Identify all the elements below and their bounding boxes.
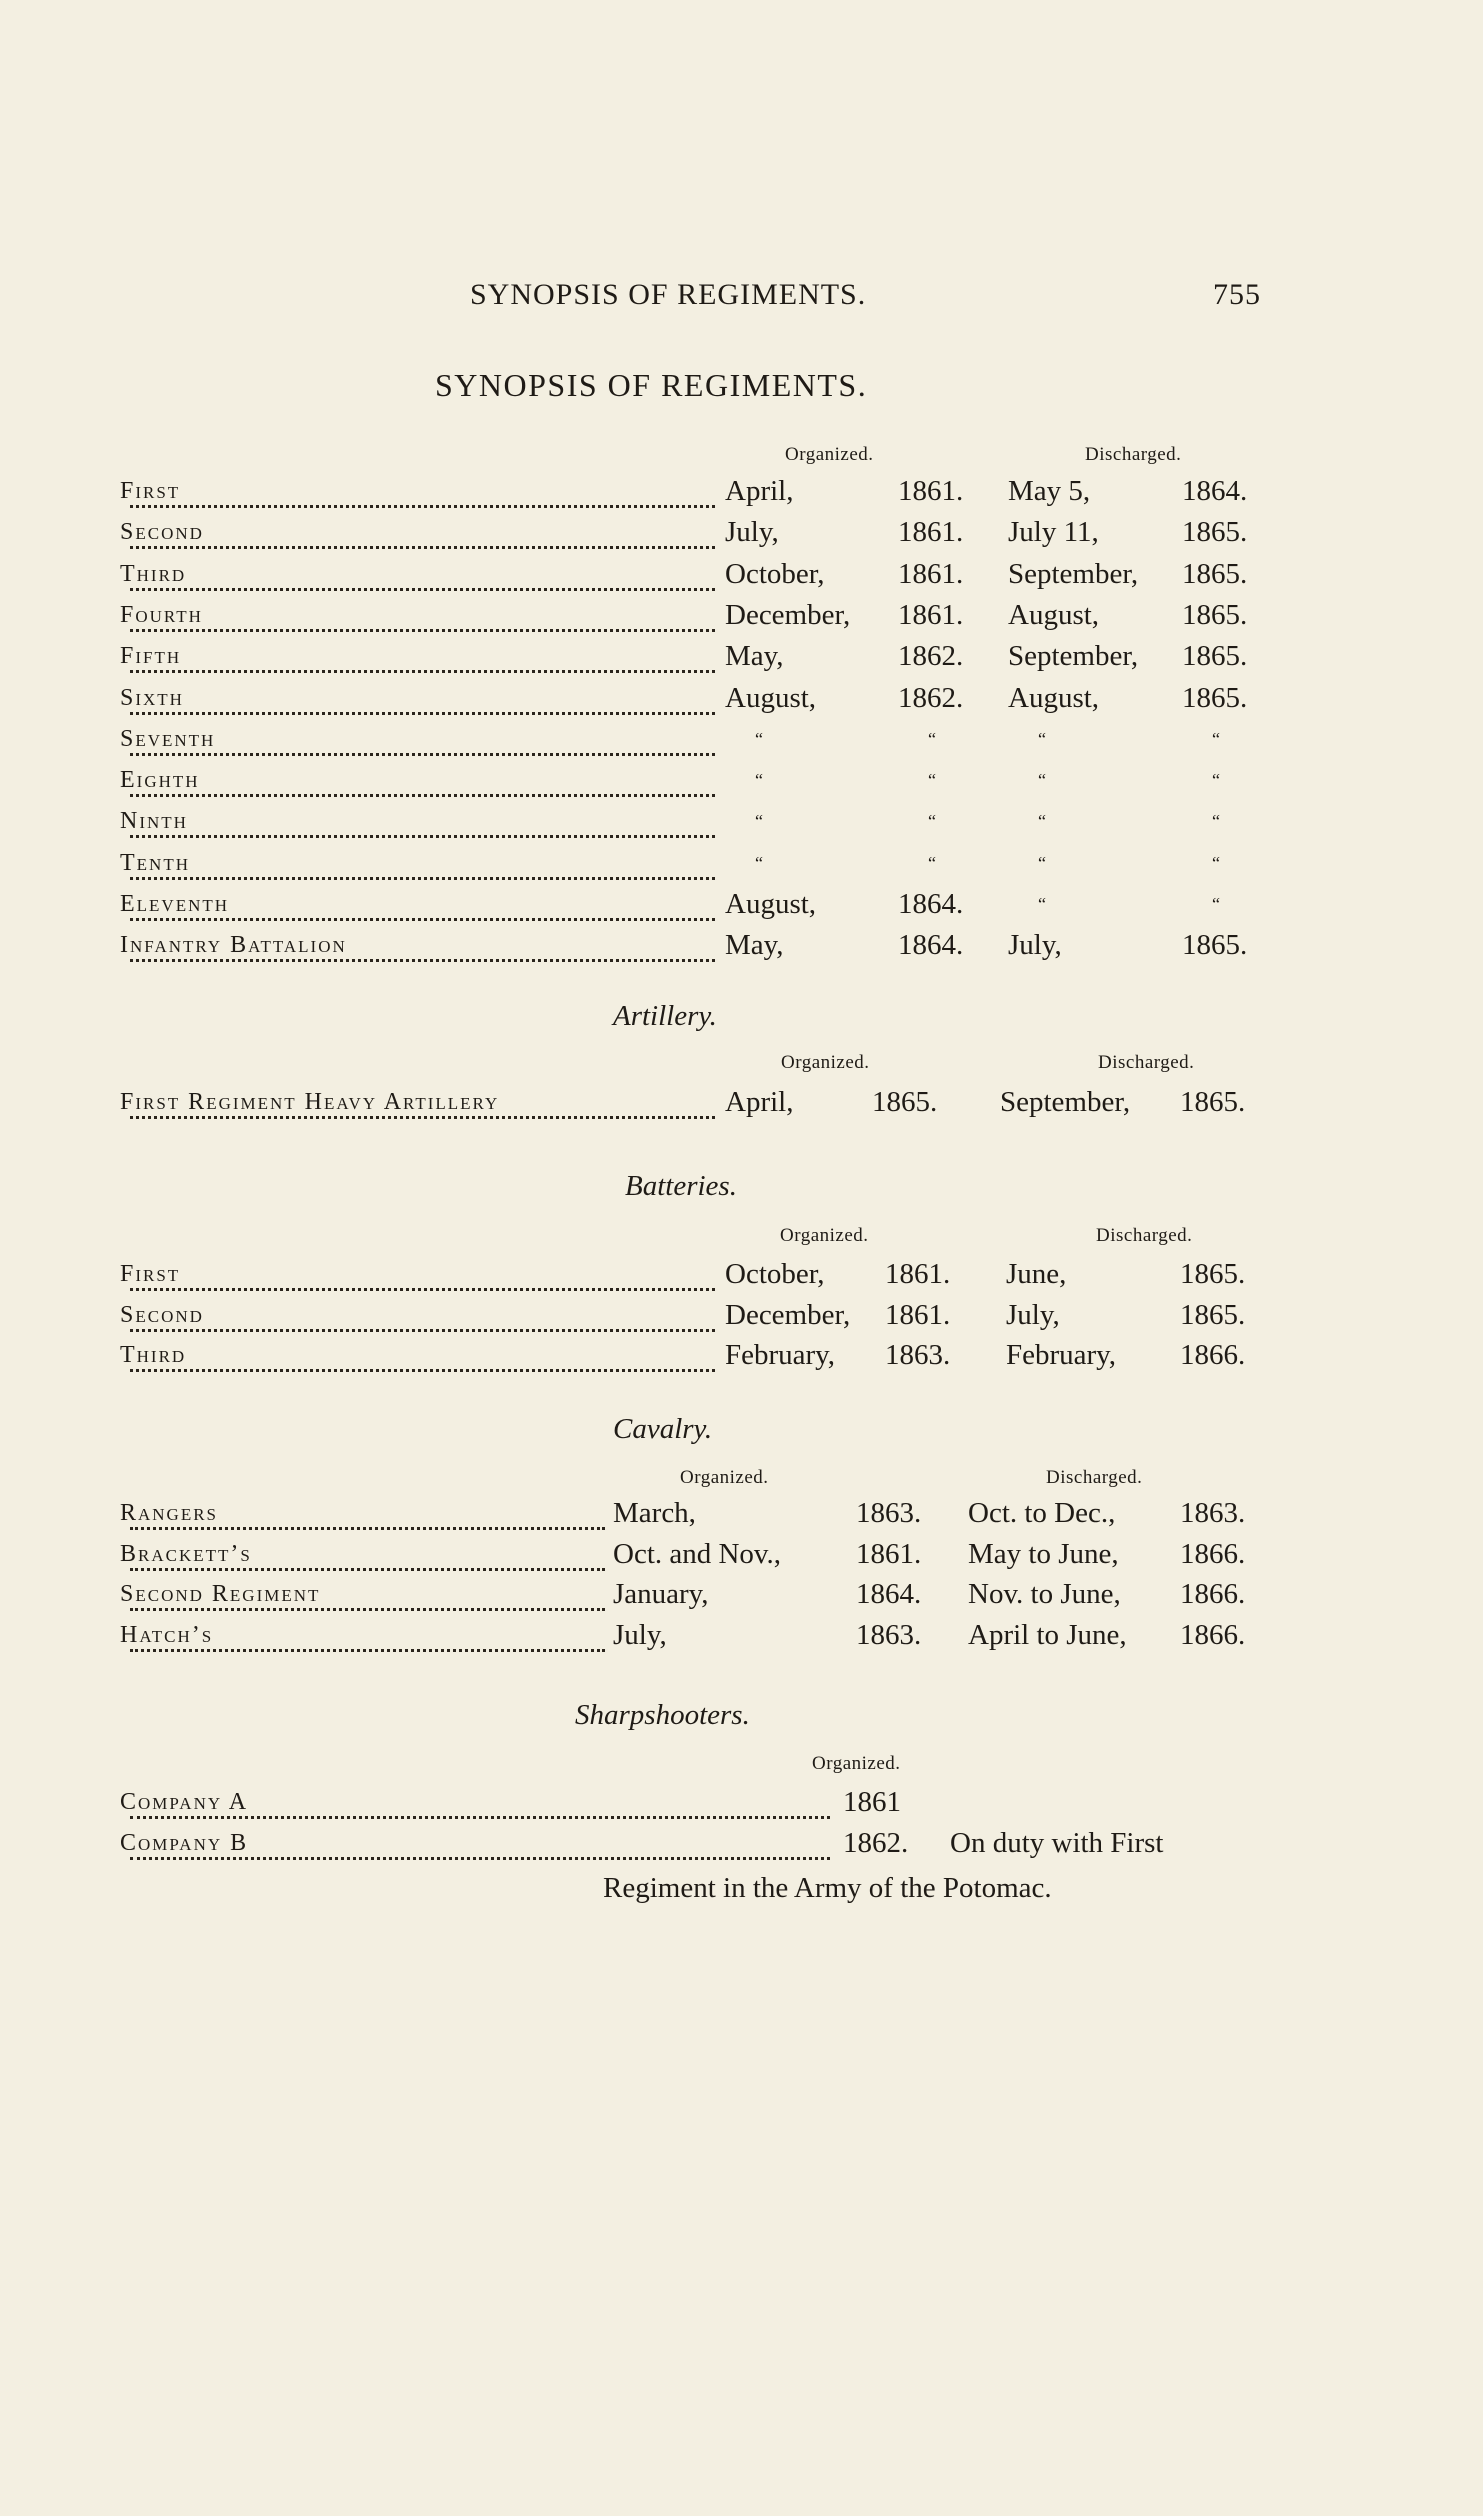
infantry-row-dis-year: “	[1212, 894, 1220, 914]
infantry-row-dis-month: September,	[1008, 640, 1139, 673]
cavalry-row-org-year: 1864.	[856, 1578, 922, 1610]
artillery-row-dis-year: 1865.	[1180, 1086, 1246, 1118]
infantry-row-dis-month: “	[1038, 770, 1046, 791]
cavalry-row-dis-year: 1866.	[1180, 1618, 1246, 1651]
infantry-row-name: Fourth	[120, 602, 209, 629]
sharpshooters-row-note: On duty with First	[950, 1827, 1164, 1859]
infantry-row-org-year: 1861.	[898, 516, 964, 549]
infantry-row-org-month: August,	[725, 888, 817, 920]
infantry-row-org-month: October,	[725, 557, 825, 590]
infantry-row-name: Eleventh	[120, 891, 235, 918]
batteries-row-leader	[130, 1339, 715, 1372]
infantry-row-name: Third	[120, 561, 192, 588]
sharpshooters-row-organized: 1862.	[843, 1827, 909, 1859]
infantry-row	[0, 888, 1483, 932]
batteries-row	[0, 1339, 1483, 1383]
infantry-row	[0, 723, 1483, 767]
cavalry-row	[0, 1578, 1483, 1622]
infantry-row-name: Sixth	[120, 685, 190, 712]
infantry-row-dis-year: “	[1212, 852, 1220, 873]
batteries-row	[0, 1299, 1483, 1343]
batteries-row-org-year: 1863.	[885, 1339, 951, 1371]
batteries-row-name: Second	[120, 1302, 210, 1329]
infantry-row-leader	[130, 640, 715, 673]
infantry-row-dis-month: “	[1038, 728, 1046, 749]
infantry-row-leader	[130, 516, 715, 549]
batteries-row-leader	[130, 1299, 715, 1332]
sharpshooters-note-continued: Regiment in the Army of the Potomac.	[603, 1872, 1052, 1904]
cavalry-row-org-year: 1861.	[856, 1537, 922, 1570]
infantry-row-dis-month: “	[1038, 811, 1046, 832]
infantry-row-org-month: August,	[725, 681, 817, 714]
infantry-row-dis-year: 1865.	[1182, 681, 1248, 714]
infantry-row-dis-year: 1865.	[1182, 929, 1248, 962]
infantry-row	[0, 929, 1483, 973]
cavalry-row-dis-month: April to June,	[968, 1618, 1127, 1651]
infantry-row-name: Infantry Battalion	[120, 932, 353, 959]
infantry-row-dis-month: May 5,	[1008, 475, 1091, 507]
batteries-row-dis-month: February,	[1006, 1339, 1117, 1371]
artillery-row-dis-month: September,	[1000, 1086, 1131, 1118]
cavalry-row-dis-year: 1866.	[1180, 1578, 1246, 1610]
infantry-row	[0, 516, 1483, 560]
infantry-row-org-month: “	[755, 811, 763, 832]
infantry-row-leader	[130, 475, 715, 508]
infantry-row-name: First	[120, 478, 186, 505]
cavalry-row-org-month: March,	[613, 1497, 696, 1529]
infantry-row-dis-month: August,	[1008, 681, 1100, 714]
batteries-row-org-year: 1861.	[885, 1298, 951, 1331]
batteries-row-dis-year: 1865.	[1180, 1298, 1246, 1331]
cavalry-row-dis-month: Nov. to June,	[968, 1578, 1121, 1610]
infantry-row-org-month: December,	[725, 598, 851, 631]
page-number: 755	[1213, 278, 1261, 311]
sharpshooters-organized-header: Organized.	[812, 1753, 901, 1774]
infantry-row-name: Ninth	[120, 808, 194, 835]
infantry-row	[0, 847, 1483, 891]
cavalry-row-name: Brackett’s	[120, 1541, 258, 1568]
infantry-row-org-month: “	[755, 852, 763, 873]
cavalry-row-dis-year: 1866.	[1180, 1537, 1246, 1570]
batteries-row-org-month: December,	[725, 1298, 851, 1331]
infantry-row-org-month: July,	[725, 516, 779, 549]
cavalry-row	[0, 1619, 1483, 1663]
artillery-organized-header: Organized.	[781, 1052, 870, 1073]
infantry-discharged-header: Discharged.	[1085, 444, 1182, 465]
artillery-row	[0, 1086, 1483, 1130]
infantry-row-org-year: “	[928, 770, 936, 791]
infantry-row-org-year: 1862.	[898, 640, 964, 673]
infantry-row-leader	[130, 599, 715, 632]
infantry-row-dis-year: 1865.	[1182, 516, 1248, 549]
infantry-row-org-month: April,	[725, 475, 794, 507]
infantry-row-dis-year: 1864.	[1182, 475, 1248, 507]
sharpshooters-row-name: Company B	[120, 1830, 254, 1857]
infantry-row-leader	[130, 805, 715, 838]
infantry-row-org-month: “	[755, 770, 763, 791]
infantry-row	[0, 640, 1483, 684]
infantry-row-name: Second	[120, 519, 210, 546]
cavalry-row-dis-month: Oct. to Dec.,	[968, 1497, 1116, 1529]
infantry-row-org-month: May,	[725, 929, 784, 962]
batteries-row-dis-year: 1865.	[1180, 1258, 1246, 1290]
infantry-row-org-year: 1861.	[898, 557, 964, 590]
infantry-row-org-year: 1861.	[898, 598, 964, 631]
cavalry-row-name: Rangers	[120, 1500, 224, 1527]
infantry-row-dis-month: “	[1038, 894, 1046, 914]
infantry-row-leader	[130, 847, 715, 880]
sharpshooters-row-name: Company A	[120, 1789, 254, 1816]
cavalry-row-dis-month: May to June,	[968, 1537, 1119, 1570]
running-head-title: SYNOPSIS OF REGIMENTS.	[470, 278, 867, 311]
infantry-row-leader	[130, 764, 715, 797]
infantry-row-dis-month: July 11,	[1008, 516, 1099, 549]
infantry-row-dis-month: August,	[1008, 598, 1100, 631]
cavalry-row-org-month: July,	[613, 1618, 667, 1651]
infantry-row-name: Seventh	[120, 726, 221, 753]
infantry-row-leader	[130, 682, 715, 715]
cavalry-organized-header: Organized.	[680, 1467, 769, 1488]
cavalry-row-name: Second Regiment	[120, 1581, 326, 1608]
batteries-organized-header: Organized.	[780, 1225, 869, 1246]
cavalry-row-org-year: 1863.	[856, 1618, 922, 1651]
infantry-row-dis-year: “	[1212, 770, 1220, 791]
sharpshooters-row	[0, 1827, 1483, 1871]
cavalry-row-org-month: Oct. and Nov.,	[613, 1537, 782, 1570]
batteries-discharged-header: Discharged.	[1096, 1225, 1193, 1246]
infantry-row-dis-month: July,	[1008, 929, 1062, 962]
infantry-row-dis-year: “	[1212, 811, 1220, 832]
infantry-row-dis-year: “	[1212, 728, 1220, 749]
infantry-row-name: Eighth	[120, 767, 206, 794]
batteries-row-name: Third	[120, 1342, 192, 1369]
page-title: SYNOPSIS OF REGIMENTS.	[435, 367, 868, 403]
batteries-row-name: First	[120, 1261, 186, 1288]
cavalry-row	[0, 1497, 1483, 1541]
infantry-row-leader	[130, 558, 715, 591]
infantry-row-dis-month: September,	[1008, 557, 1139, 590]
sharpshooters-row-organized: 1861	[843, 1786, 901, 1818]
artillery-heading: Artillery.	[613, 1000, 717, 1032]
cavalry-discharged-header: Discharged.	[1046, 1467, 1143, 1488]
cavalry-row	[0, 1538, 1483, 1582]
artillery-row-org-month: April,	[725, 1086, 794, 1118]
infantry-row-org-year: 1862.	[898, 681, 964, 714]
infantry-row-dis-year: 1865.	[1182, 640, 1248, 673]
cavalry-row-org-year: 1863.	[856, 1497, 922, 1529]
infantry-row-org-year: “	[928, 728, 936, 749]
batteries-row-dis-year: 1866.	[1180, 1339, 1246, 1371]
batteries-row-leader	[130, 1258, 715, 1291]
infantry-row-org-year: 1864.	[898, 929, 964, 962]
infantry-row	[0, 599, 1483, 643]
infantry-row-name: Tenth	[120, 850, 196, 877]
infantry-row-dis-month: “	[1038, 852, 1046, 873]
cavalry-heading: Cavalry.	[613, 1413, 713, 1445]
infantry-row-org-month: May,	[725, 640, 784, 673]
infantry-row-org-year: “	[928, 811, 936, 832]
cavalry-row-dis-year: 1863.	[1180, 1497, 1246, 1529]
batteries-row-org-month: February,	[725, 1339, 836, 1371]
batteries-heading: Batteries.	[625, 1170, 737, 1202]
batteries-row-org-month: October,	[725, 1258, 825, 1290]
batteries-row	[0, 1258, 1483, 1302]
infantry-organized-header: Organized.	[785, 444, 874, 465]
infantry-row	[0, 475, 1483, 519]
infantry-row	[0, 805, 1483, 849]
infantry-row-org-year: “	[928, 852, 936, 873]
infantry-row	[0, 682, 1483, 726]
infantry-row-dis-year: 1865.	[1182, 557, 1248, 590]
infantry-row-name: Fifth	[120, 643, 187, 670]
cavalry-row-org-month: January,	[613, 1578, 709, 1610]
infantry-row	[0, 764, 1483, 808]
artillery-row-name: First Regiment Heavy Artillery	[120, 1089, 505, 1116]
batteries-row-dis-month: July,	[1006, 1298, 1060, 1331]
artillery-discharged-header: Discharged.	[1098, 1052, 1195, 1073]
artillery-row-org-year: 1865.	[872, 1086, 938, 1118]
infantry-row-org-year: 1864.	[898, 888, 964, 920]
infantry-row	[0, 558, 1483, 602]
batteries-row-org-year: 1861.	[885, 1258, 951, 1290]
sharpshooters-row	[0, 1786, 1483, 1830]
sharpshooters-heading: Sharpshooters.	[575, 1699, 750, 1731]
batteries-row-dis-month: June,	[1006, 1258, 1067, 1290]
infantry-row-org-month: “	[755, 728, 763, 749]
infantry-row-dis-year: 1865.	[1182, 598, 1248, 631]
infantry-row-org-year: 1861.	[898, 475, 964, 507]
cavalry-row-name: Hatch’s	[120, 1622, 219, 1649]
